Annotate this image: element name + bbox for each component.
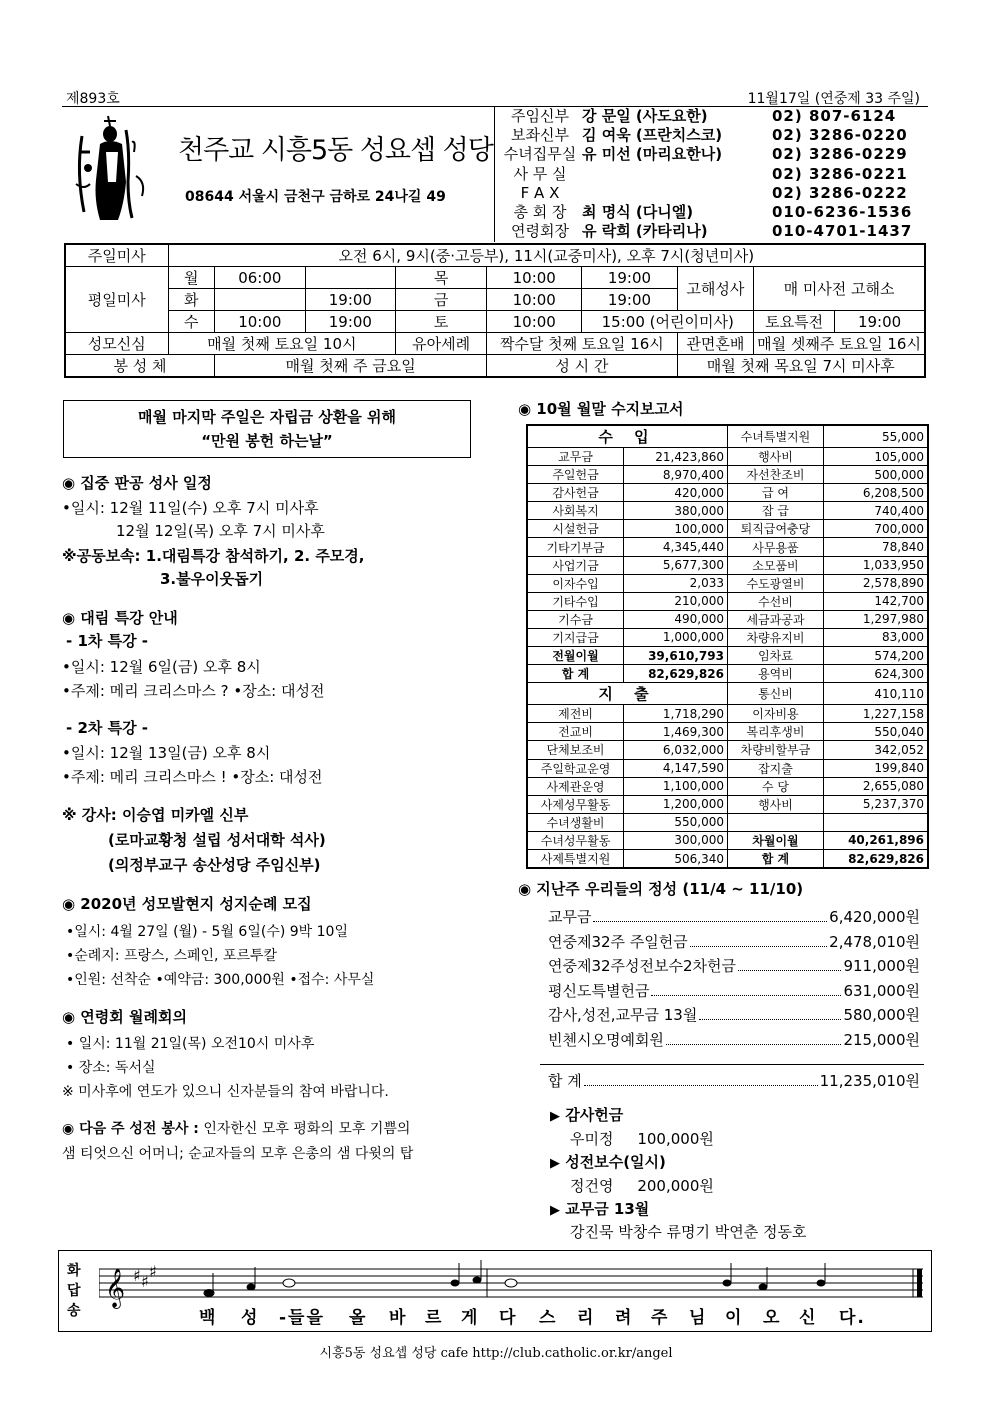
confession-label: 고해성사: [677, 267, 754, 311]
expense-item: 전교비: [527, 723, 624, 741]
expense-header: 지 출: [527, 683, 727, 705]
text-line: 12월 12일(목) 오후 7시 미사후: [116, 522, 325, 540]
offering-row: [548, 1004, 920, 1025]
offering-amount: 580,000원: [843, 1006, 920, 1025]
income-amount: 2,033: [624, 574, 728, 592]
expense-item: 행사비: [727, 448, 823, 466]
expense-item: 차량비할부금: [727, 741, 823, 759]
text-line: ※ 강사: 이승엽 미카엘 신부: [62, 806, 249, 824]
contact-phone: 010-4701-1437: [772, 222, 913, 241]
expense-amount: 700,000: [823, 520, 928, 538]
table-row: [527, 813, 928, 831]
expense-amount: 78,840: [823, 538, 928, 556]
income-amount: 420,000: [624, 484, 728, 502]
day-fri: 금: [396, 289, 487, 311]
marriage-label: 관면혼배: [677, 333, 754, 355]
text-line: 샘 티엇으신 어머니; 순교자들의 모후 은총의 샘 다윗의 탑: [62, 1146, 414, 1162]
expense-amount: 550,000: [624, 813, 728, 831]
time-cell: 10:00: [215, 311, 306, 333]
triangle-bullet-icon: ▶: [550, 1156, 560, 1171]
offering-label: 평신도특별헌금: [548, 981, 650, 1000]
offering-label: 교무금: [548, 908, 592, 926]
thanks-title: 감사헌금: [565, 1106, 624, 1124]
expense-amount: 199,840: [823, 759, 928, 777]
church-address: 08644 서울시 금천구 금하로 24나길 49: [185, 189, 446, 205]
contact-phone: 010-6236-1536: [772, 202, 913, 221]
expense-item: 이자비용: [727, 705, 823, 723]
offering-label: 연중제32주성전보수2차헌금: [548, 957, 737, 976]
table-row: [527, 425, 928, 448]
lyric-syllable: 스: [539, 1308, 558, 1328]
expense-item: 수 당: [727, 777, 823, 795]
psalm-response-music: [58, 1250, 932, 1332]
sunday-mass-times: 오전 6시, 9시(중·고등부), 11시(교중미사), 오후 7시(청년미사): [168, 244, 925, 267]
table-row: [527, 741, 928, 759]
music-lyrics: [199, 1303, 899, 1328]
carry-out-label: 차월이월: [727, 831, 823, 849]
contact-phone: 02) 3286-0220: [772, 126, 908, 145]
expense-amount: 740,400: [823, 502, 928, 520]
svg-text:♯: ♯: [149, 1262, 157, 1281]
offerings-title: ◉ 지난주 우리들의 정성 (11/4 ~ 11/10): [518, 880, 804, 898]
income-amount: 100,000: [624, 520, 728, 538]
carry-in-value: 39,610,793: [624, 647, 728, 665]
notice-line-2: “만원 봉헌 하는날”: [201, 432, 333, 450]
donor-amount: 100,000원: [637, 1130, 714, 1148]
mary-devotion-value: 매월 첫째 토요일 10시: [168, 333, 396, 355]
day-thu: 목: [396, 267, 487, 289]
expense-amount: 2,578,890: [823, 574, 928, 592]
offerings-total-row: [548, 1070, 920, 1091]
table-row: [527, 683, 928, 705]
text-line: ※공동보속: 1.대림특강 참석하기, 2. 주모경,: [62, 547, 365, 565]
table-row: [527, 520, 928, 538]
expense-amount: 6,032,000: [624, 741, 728, 759]
expense-item: 복리후생비: [727, 723, 823, 741]
time-cell: 19:00: [582, 289, 677, 311]
adoration-label: 봉 성 체: [65, 355, 215, 378]
offering-row: [548, 980, 920, 1001]
triangle-bullet-icon: ▶: [550, 1203, 560, 1218]
repair-row: [570, 1175, 714, 1196]
offering-label: 연중제32주 주일헌금: [548, 932, 688, 951]
time-cell: 10:00: [487, 289, 582, 311]
lyric-syllable: 올: [349, 1308, 368, 1328]
table-row: [527, 777, 928, 795]
expense-item: 통신비: [727, 683, 823, 705]
text-line: •일시: 12월 13일(금) 오후 8시: [62, 744, 271, 762]
donor-name: 우미정: [570, 1130, 614, 1148]
lyric-syllable: 다.: [839, 1308, 866, 1328]
lyric-syllable: 바: [389, 1308, 408, 1328]
income-total-value: 82,629,826: [624, 665, 728, 683]
expense-item: [727, 813, 823, 831]
expense-item: 사제특별지원: [527, 849, 624, 868]
dues-names: 강진묵 박창수 류명기 박연춘 정동호: [570, 1223, 807, 1241]
contact-name: 유 락희 (카타리나): [582, 222, 708, 241]
income-amount: 4,345,440: [624, 538, 728, 556]
lyric-syllable: 님: [689, 1308, 708, 1328]
expense-item: 사제성무활동: [527, 795, 624, 813]
offering-row: [548, 1029, 920, 1050]
section-title: ◉ 2020년 성모발현지 성지순례 모집: [62, 895, 312, 913]
sunday-mass-label: 주일미사: [65, 244, 168, 267]
mass-schedule-table: [64, 243, 926, 378]
carry-in-label: 전월이월: [527, 647, 624, 665]
text-line: 3.불우이웃돕기: [160, 570, 264, 588]
table-row: [527, 705, 928, 723]
expense-amount: 574,200: [823, 647, 928, 665]
contact-row: [500, 184, 928, 203]
expense-amount: 624,300: [823, 665, 928, 683]
income-item: 사회복지: [527, 502, 624, 520]
day-tue: 화: [168, 289, 215, 311]
expense-item: 수선비: [727, 592, 823, 610]
music-staff-icon: [99, 1257, 927, 1309]
table-row: [527, 647, 928, 665]
music-label: 화답송: [67, 1263, 81, 1319]
contact-name: [580, 165, 772, 184]
dues-heading: [550, 1198, 649, 1219]
repair-heading: [550, 1151, 666, 1172]
carry-out-value: 40,261,896: [823, 831, 928, 849]
time-cell: 19:00: [582, 267, 677, 289]
contact-phone: 02) 3286-0229: [772, 145, 908, 164]
issue-number: 제893호: [66, 91, 120, 107]
subsection-title: - 1차 특강 -: [66, 632, 149, 650]
svg-text:♯: ♯: [133, 1266, 141, 1285]
adoration-value: 매월 첫째 주 금요일: [215, 355, 487, 378]
triangle-bullet-icon: ▶: [550, 1109, 560, 1124]
dues-title: 교무금 13월: [565, 1200, 650, 1218]
text-line: [62, 1118, 410, 1138]
expense-item: 소모품비: [727, 556, 823, 574]
table-row: [527, 831, 928, 849]
day-sat: 토: [396, 311, 487, 333]
table-row: [527, 466, 928, 484]
contact-name: [580, 184, 772, 203]
infant-baptism-label: 유아세례: [396, 333, 487, 355]
lyric-syllable: -들을: [279, 1308, 325, 1328]
expense-item: 사무용품: [727, 538, 823, 556]
expense-total-value: 82,629,826: [823, 849, 928, 868]
income-item: 주일헌금: [527, 466, 624, 484]
day-mon: 월: [168, 267, 215, 289]
contact-phone: 02) 3286-0221: [772, 164, 908, 183]
svg-text:𝄞: 𝄞: [105, 1268, 126, 1308]
text-line: •순례지: 프랑스, 스페인, 포르투칼: [66, 948, 278, 964]
holy-hour-label: 성 시 간: [487, 355, 677, 378]
table-row: [527, 610, 928, 628]
contact-role: F A X: [520, 183, 560, 202]
text-line: • 일시: 11월 21일(목) 오전10시 미사후: [66, 1036, 315, 1052]
text-line: •일시: 4월 27일 (월) - 5월 6일(수) 9박 10일: [66, 924, 348, 940]
finance-title: ◉ 10월 월말 수지보고서: [518, 400, 684, 418]
table-row: [527, 665, 928, 683]
income-item: 기수금: [527, 610, 624, 628]
expense-amount: 1,718,290: [624, 705, 728, 723]
lyric-syllable: 리: [577, 1308, 596, 1328]
table-row: [527, 556, 928, 574]
contact-name: 최 명식 (다니엘): [582, 202, 694, 221]
offering-row: [548, 906, 920, 927]
expense-amount: 1,100,000: [624, 777, 728, 795]
text-line: •일시: 12월 6일(금) 오후 8시: [62, 658, 261, 676]
offering-amount: 911,000원: [843, 957, 920, 976]
dot-leader: [593, 906, 827, 922]
time-cell: 10:00: [487, 267, 582, 289]
income-total-label: 합 계: [527, 665, 624, 683]
contact-phone: 02) 3286-0222: [772, 183, 908, 202]
expense-amount: 1,469,300: [624, 723, 728, 741]
dot-leader: [738, 955, 841, 971]
contact-name: 김 여욱 (프란치스코): [582, 126, 723, 145]
weekday-mass-label: 평일미사: [65, 267, 168, 333]
table-row: [527, 849, 928, 868]
expense-item: 수녀성무활동: [527, 831, 624, 849]
table-row: [527, 628, 928, 646]
confession-value: 매 미사전 고해소: [754, 267, 925, 311]
offering-amount: 6,420,000원: [829, 908, 920, 926]
header-divider: [494, 106, 495, 242]
issue-date: 11월17일 (연중제 33 주일): [747, 91, 920, 107]
expense-amount: 506,340: [624, 849, 728, 868]
offering-label: 빈첸시오명예회원: [548, 1031, 664, 1049]
expense-item: 퇴직급여충당: [727, 520, 823, 538]
text-line: • 장소: 독서실: [66, 1060, 156, 1076]
contact-role: 주임신부: [511, 107, 569, 125]
offerings-total-label: 합 계: [548, 1072, 582, 1090]
offering-amount: 2,478,010원: [829, 932, 920, 951]
offering-amount: 631,000원: [843, 981, 920, 1000]
section-title: ◉ 대림 특강 안내: [62, 609, 178, 627]
lyric-syllable: 주: [651, 1308, 670, 1328]
text-line: •인원: 선착순 •예약금: 300,000원 •접수: 사무실: [66, 972, 375, 988]
expense-amount: 2,655,080: [823, 777, 928, 795]
expense-amount: 1,227,158: [823, 705, 928, 723]
contact-role: 사 무 실: [513, 164, 567, 183]
text-line: •일시: 12월 11일(수) 오후 7시 미사후: [62, 499, 319, 517]
expense-amount: 550,040: [823, 723, 928, 741]
contact-row: [500, 126, 928, 145]
offering-amount: 215,000원: [843, 1031, 920, 1049]
contact-row: [500, 145, 928, 164]
lyric-syllable: 백: [199, 1308, 218, 1328]
contact-role: 보좌신부: [511, 126, 569, 145]
notice-box: [63, 400, 471, 458]
expense-amount: 342,052: [823, 741, 928, 759]
lyric-syllable: 오: [763, 1308, 782, 1328]
income-item: 사업기금: [527, 556, 624, 574]
expense-amount: 55,000: [823, 425, 928, 448]
contact-row: [500, 203, 928, 222]
thanks-heading: [550, 1104, 623, 1125]
income-amount: 1,000,000: [624, 628, 728, 646]
expense-amount: 1,200,000: [624, 795, 728, 813]
contact-phone: 02) 807-6124: [772, 107, 897, 125]
income-amount: 380,000: [624, 502, 728, 520]
sat-special-label: 토요특전: [754, 311, 835, 333]
table-row: [65, 244, 925, 267]
section-title: ◉ 다음 주 성전 봉사 :: [62, 1121, 199, 1137]
table-row: [527, 723, 928, 741]
church-name: 천주교 시흥5동 성요셉 성당: [178, 135, 493, 166]
income-amount: 21,423,860: [624, 448, 728, 466]
offerings-total-value: 11,235,010원: [819, 1072, 920, 1090]
expense-amount: 300,000: [624, 831, 728, 849]
marriage-value: 매월 셋째주 토요일 16시: [754, 333, 925, 355]
table-row: [527, 759, 928, 777]
infant-baptism-value: 짝수달 첫째 토요일 16시: [487, 333, 677, 355]
dot-leader: [651, 980, 841, 996]
expense-amount: 4,147,590: [624, 759, 728, 777]
expense-amount: 1,033,950: [823, 556, 928, 574]
time-cell: 15:00 (어린이미사): [582, 311, 754, 333]
table-row: [65, 311, 925, 333]
time-cell: 10:00: [487, 311, 582, 333]
contact-role: 연령회장: [511, 222, 569, 241]
lyric-syllable: 게: [461, 1308, 480, 1328]
donor-amount: 200,000원: [637, 1177, 714, 1195]
footer-text: 시흥5동 성요셉 성당 cafe http://club.catholic.or.kr/angel: [319, 1346, 673, 1361]
thanks-row: [570, 1128, 714, 1149]
income-item: 이자수입: [527, 574, 624, 592]
lyric-syllable: 려: [615, 1308, 634, 1328]
lyric-syllable: 성: [241, 1308, 260, 1328]
repair-title: 성전보수(일시): [565, 1153, 666, 1171]
table-row: [65, 333, 925, 355]
time-cell: 19:00: [305, 289, 396, 311]
expense-item: 잡지출: [727, 759, 823, 777]
text-line: ※ 미사후에 연도가 있으니 신자분들의 참여 바랍니다.: [62, 1084, 389, 1100]
donor-name: 정건영: [570, 1177, 614, 1195]
contact-row: [500, 222, 928, 241]
offering-row: [548, 955, 920, 976]
income-item: 감사헌금: [527, 484, 624, 502]
mary-devotion-label: 성모신심: [65, 333, 168, 355]
lyric-syllable: 르: [425, 1308, 444, 1328]
expense-item: 행사비: [727, 795, 823, 813]
expense-item: 제전비: [527, 705, 624, 723]
expense-amount: 105,000: [823, 448, 928, 466]
expense-item: 세금과공과: [727, 610, 823, 628]
contact-row: [500, 165, 928, 184]
time-cell: 19:00: [305, 311, 396, 333]
section-title: ◉ 연령회 월례회의: [62, 1008, 187, 1026]
contact-name: 유 미선 (마리요한나): [582, 145, 723, 164]
income-amount: 490,000: [624, 610, 728, 628]
expense-item: 잡 급: [727, 502, 823, 520]
expense-amount: 500,000: [823, 466, 928, 484]
time-cell: [305, 267, 396, 289]
expense-amount: 1,297,980: [823, 610, 928, 628]
table-row: [527, 574, 928, 592]
table-row: [527, 448, 928, 466]
expense-amount: 83,000: [823, 628, 928, 646]
table-row: [65, 267, 925, 289]
income-amount: 5,677,300: [624, 556, 728, 574]
time-cell: 06:00: [215, 267, 306, 289]
time-cell: [215, 289, 306, 311]
dot-leader: [690, 931, 827, 947]
lyric-syllable: 신: [799, 1308, 818, 1328]
income-item: 기지급금: [527, 628, 624, 646]
expense-item: 자선찬조비: [727, 466, 823, 484]
table-row: [527, 795, 928, 813]
contact-role: 총 회 장: [513, 202, 567, 221]
dot-leader: [699, 1004, 841, 1020]
expense-amount: 410,110: [823, 683, 928, 705]
expense-item: 용역비: [727, 665, 823, 683]
expense-item: 수녀생활비: [527, 813, 624, 831]
svg-text:♯: ♯: [141, 1272, 149, 1291]
income-item: 교무금: [527, 448, 624, 466]
expense-item: 사제관운영: [527, 777, 624, 795]
contact-name: 강 문일 (사도요한): [582, 107, 708, 125]
income-header: 수 입: [527, 425, 727, 448]
day-wed: 수: [168, 311, 215, 333]
lyric-syllable: 다: [499, 1308, 518, 1328]
expense-item: 수녀특별지원: [727, 425, 823, 448]
expense-item: 급 여: [727, 484, 823, 502]
income-amount: 210,000: [624, 592, 728, 610]
contact-row: [500, 107, 928, 126]
expense-item: 단체보조비: [527, 741, 624, 759]
holy-hour-value: 매월 첫째 목요일 7시 미사후: [677, 355, 925, 378]
table-row: [527, 502, 928, 520]
sat-special-value: 19:00: [835, 311, 925, 333]
expense-amount: 6,208,500: [823, 484, 928, 502]
table-row: [527, 484, 928, 502]
income-item: 시설헌금: [527, 520, 624, 538]
text-line: (의정부교구 송산성당 주임신부): [108, 856, 321, 874]
text-line: •주제: 메리 크리스마스 ! •장소: 대성전: [62, 768, 323, 786]
expense-amount: 5,237,370: [823, 795, 928, 813]
lyric-syllable: 이: [725, 1308, 744, 1328]
offerings-total-rule: [540, 1064, 924, 1065]
expense-item: 차량유지비: [727, 628, 823, 646]
section-title: ◉ 집중 판공 성사 일정: [62, 474, 212, 492]
income-amount: 8,970,400: [624, 466, 728, 484]
subsection-title: - 2차 특강 -: [66, 719, 149, 737]
table-row: [65, 355, 925, 378]
expense-amount: [823, 813, 928, 831]
contact-role: 수녀집무실: [503, 145, 577, 164]
expense-amount: 142,700: [823, 592, 928, 610]
income-item: 기타기부금: [527, 538, 624, 556]
expense-item: 수도광열비: [727, 574, 823, 592]
dot-leader: [666, 1029, 842, 1045]
text-line: 인자한신 모후 평화의 모후 기쁨의: [203, 1121, 411, 1137]
income-item: 기타수입: [527, 592, 624, 610]
offering-label: 감사,성전,교무금 13월: [548, 1006, 698, 1025]
expense-item: 주일학교운영: [527, 759, 624, 777]
notice-line-1: 매월 마지막 주일은 자립금 상환을 위해: [138, 408, 396, 426]
contact-list: [500, 107, 928, 241]
expense-item: 임차료: [727, 647, 823, 665]
expense-total-label: 합 계: [727, 849, 823, 868]
text-line: (로마교황청 설립 성서대학 석사): [108, 831, 326, 849]
table-row: [527, 592, 928, 610]
finance-table: [526, 424, 929, 869]
offering-row: [548, 931, 920, 952]
st-joseph-logo-icon: [70, 112, 156, 224]
table-row: [527, 538, 928, 556]
text-line: •주제: 메리 크리스마스 ? •장소: 대성전: [62, 682, 325, 700]
dot-leader: [584, 1070, 818, 1086]
